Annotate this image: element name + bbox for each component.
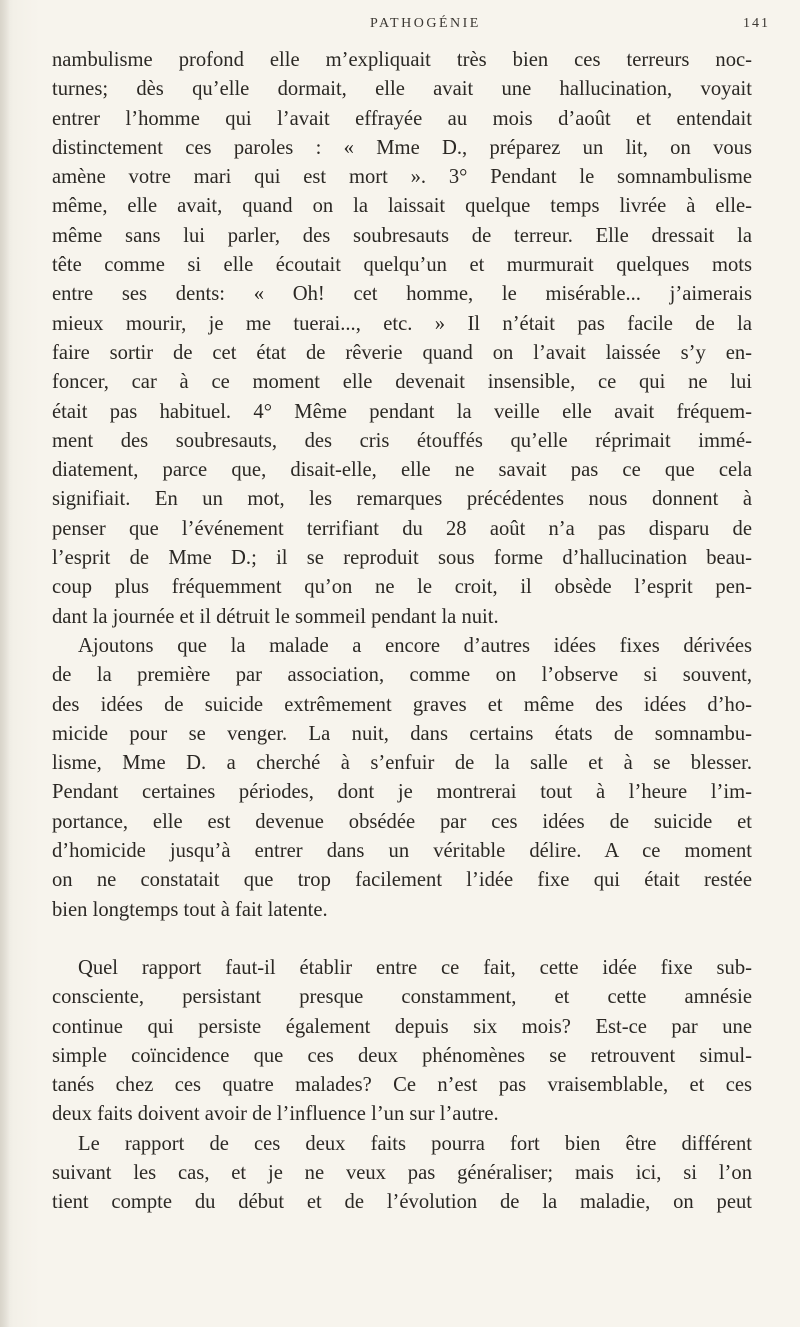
text-line: des idées de suicide extrêmement graves et même des idées d’ho-	[52, 693, 752, 716]
text-line: ment des soubresauts, des cris étouffés qu’elle réprimait immé-	[52, 429, 752, 452]
text-line: Quel rapport faut-il établir entre ce fait, cette idée fixe sub-	[78, 956, 752, 979]
paragraph-spacer	[52, 925, 752, 954]
paragraph-4	[52, 1130, 752, 1218]
page-gutter-shadow	[0, 0, 10, 1327]
text-line: turnes; dès qu’elle dormait, elle avait une hallucination, voyait	[52, 78, 752, 101]
text-line: deux faits doivent avoir de l’influence l’un sur l’autre.	[52, 1103, 499, 1126]
paragraph-2	[52, 632, 752, 925]
text-line: portance, elle est devenue obsédée par ces idées de suicide et	[52, 810, 752, 833]
text-line: consciente, persistant presque constamment, et cette amnésie	[52, 986, 752, 1009]
text-line: tanés chez ces quatre malades? Ce n’est pas vraisemblable, et ces	[52, 1074, 752, 1097]
paragraph-1	[52, 46, 752, 632]
page-number: 141	[743, 16, 770, 31]
text-line: penser que l’événement terrifiant du 28 août n’a pas disparu de	[52, 517, 752, 540]
text-line: on ne constatait que trop facilement l’idée fixe qui était restée	[52, 869, 752, 892]
text-line: dant la journée et il détruit le sommeil pendant la nuit.	[52, 605, 499, 628]
text-line: l’esprit de Mme D.; il se reproduit sous forme d’hallucination beau-	[52, 547, 752, 570]
text-line: diatement, parce que, disait-elle, elle ne savait pas ce que cela	[52, 459, 752, 482]
text-line: suivant les cas, et je ne veux pas généraliser; mais ici, si l’on	[52, 1161, 752, 1184]
text-line: distinctement ces paroles : « Mme D., préparez un lit, on vous	[52, 136, 752, 159]
text-line: amène votre mari qui est mort ». 3° Pendant le somnambulisme	[52, 166, 752, 189]
running-title: PATHOGÉNIE	[370, 16, 481, 31]
text-line: faire sortir de cet état de rêverie quand on l’avait laissée s’y en-	[52, 341, 752, 364]
text-line: Pendant certaines périodes, dont je montrerai tout à l’heure l’im-	[52, 781, 752, 804]
text-line: coup plus fréquemment qu’on ne le croit, il obsède l’esprit pen-	[52, 576, 752, 599]
text-line: micide pour se venger. La nuit, dans certains états de somnambu-	[52, 722, 752, 745]
text-line: entre ses dents: « Oh! cet homme, le misérable... j’aimerais	[52, 283, 752, 306]
text-line: Le rapport de ces deux faits pourra fort bien être différent	[78, 1132, 752, 1155]
page-header	[0, 16, 800, 38]
paragraph-3	[52, 954, 752, 1130]
text-line: Ajoutons que la malade a encore d’autres idées fixes dérivées	[78, 634, 752, 657]
text-line: était pas habituel. 4° Même pendant la veille elle avait fréquem-	[52, 400, 752, 423]
text-line: foncer, car à ce moment elle devenait insensible, ce qui ne lui	[52, 371, 752, 394]
text-line: tête comme si elle écoutait quelqu’un et murmurait quelques mots	[52, 254, 752, 277]
text-line: d’homicide jusqu’à entrer dans un véritable délire. A ce moment	[52, 840, 752, 863]
text-line: nambulisme profond elle m’expliquait très bien ces terreurs noc-	[52, 49, 752, 71]
text-line: bien longtemps tout à fait latente.	[52, 898, 328, 921]
body-text	[52, 46, 752, 1218]
text-line: de la première par association, comme on l’observe si souvent,	[52, 664, 752, 687]
text-line: lisme, Mme D. a cherché à s’enfuir de la salle et à se blesser.	[52, 752, 752, 775]
text-line: même, elle avait, quand on la laissait quelque temps livrée à elle-	[52, 195, 752, 218]
text-line: signifiait. En un mot, les remarques précédentes nous donnent à	[52, 488, 752, 511]
text-line: continue qui persiste également depuis six mois? Est-ce par une	[52, 1015, 752, 1038]
text-line: mieux mourir, je me tuerai..., etc. » Il n’était pas facile de la	[52, 312, 752, 335]
text-line: entrer l’homme qui l’avait effrayée au mois d’août et entendait	[52, 107, 752, 130]
text-line: tient compte du début et de l’évolution de la maladie, on peut	[52, 1191, 752, 1214]
text-line: même sans lui parler, des soubresauts de terreur. Elle dressait la	[52, 224, 752, 247]
text-line: simple coïncidence que ces deux phénomènes se retrouvent simul-	[52, 1044, 752, 1067]
